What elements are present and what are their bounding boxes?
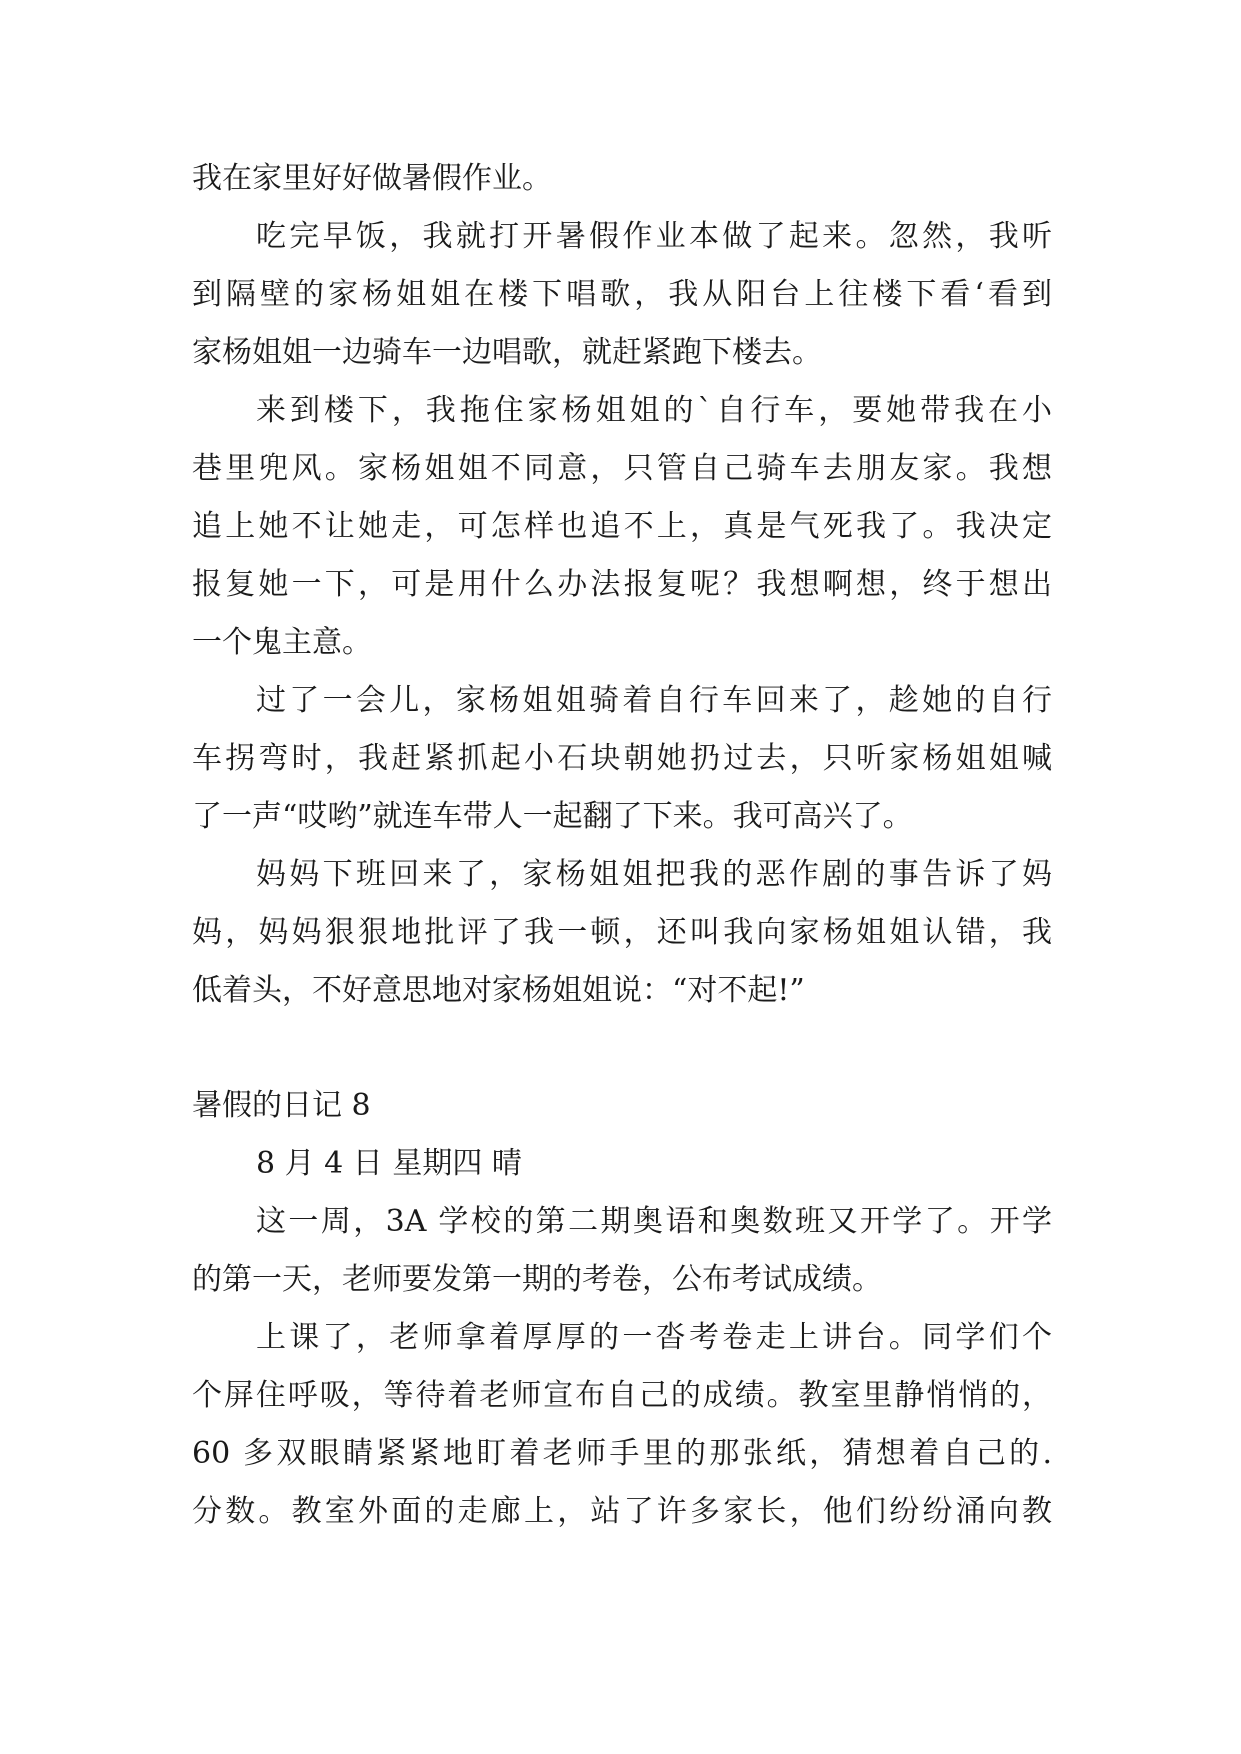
text-line: 一个鬼主意。 <box>192 625 372 660</box>
text-line: 低着头，不好意思地对家杨姐姐说：“对不起!” <box>192 973 805 1008</box>
text-line: 妈妈下班回来了，家杨姐姐把我的恶作剧的事告诉了妈 <box>256 857 1052 892</box>
text-line: 到隔壁的家杨姐姐在楼下唱歌，我从阳台上往楼下看‘看到 <box>192 277 1052 312</box>
paragraph-breakfast <box>192 208 1052 382</box>
text-line: 我在家里好好做暑假作业。 <box>192 161 552 196</box>
paragraph-downstairs <box>192 382 1052 672</box>
paragraph-return <box>192 672 1052 846</box>
paragraph-class <box>192 1309 1052 1541</box>
text-line: 了一声“哎哟”就连车带人一起翻了下来。我可高兴了。 <box>192 799 913 834</box>
diary-date: 8 月 4 日 星期四 晴 <box>256 1146 522 1181</box>
text-line: 个屏住呼吸，等待着老师宣布自己的成绩。教室里静悄悄的， <box>192 1378 1052 1413</box>
paragraph-homework <box>192 150 1052 208</box>
text-line: 追上她不让她走，可怎样也追不上，真是气死我了。我决定 <box>192 509 1052 544</box>
text-line: 过了一会儿，家杨姐姐骑着自行车回来了，趁她的自行 <box>256 683 1052 718</box>
paragraph-apology <box>192 846 1052 1020</box>
text-line: 吃完早饭，我就打开暑假作业本做了起来。忽然，我听 <box>256 219 1052 254</box>
text-line: 车拐弯时，我赶紧抓起小石块朝她扔过去，只听家杨姐姐喊 <box>192 741 1052 776</box>
text-line: 分数。教室外面的走廊上，站了许多家长，他们纷纷涌向教 <box>192 1494 1052 1529</box>
text-line: 巷里兜风。家杨姐姐不同意，只管自己骑车去朋友家。我想 <box>192 451 1052 486</box>
document-page <box>192 150 1052 1541</box>
text-line: 60 多双眼睛紧紧地盯着老师手里的那张纸，猜想着自己的. <box>192 1436 1052 1471</box>
text-line: 来到楼下，我拖住家杨姐姐的`自行车，要她带我在小 <box>256 393 1052 428</box>
text-line: 妈，妈妈狠狠地批评了我一顿，还叫我向家杨姐姐认错，我 <box>192 915 1052 950</box>
section-gap <box>192 1020 1052 1077</box>
paragraph-new-term <box>192 1193 1052 1309</box>
text-line: 上课了，老师拿着厚厚的一沓考卷走上讲台。同学们个 <box>256 1320 1052 1355</box>
text-line: 家杨姐姐一边骑车一边唱歌，就赶紧跑下楼去。 <box>192 335 822 370</box>
text-line: 报复她一下，可是用什么办法报复呢？我想啊想，终于想出 <box>192 567 1052 602</box>
text-line: 这一周，3A 学校的第二期奥语和奥数班又开学了。开学 <box>256 1204 1052 1239</box>
diary-title: 暑假的日记 8 <box>192 1088 371 1123</box>
text-line: 的第一天，老师要发第一期的考卷，公布考试成绩。 <box>192 1262 882 1297</box>
